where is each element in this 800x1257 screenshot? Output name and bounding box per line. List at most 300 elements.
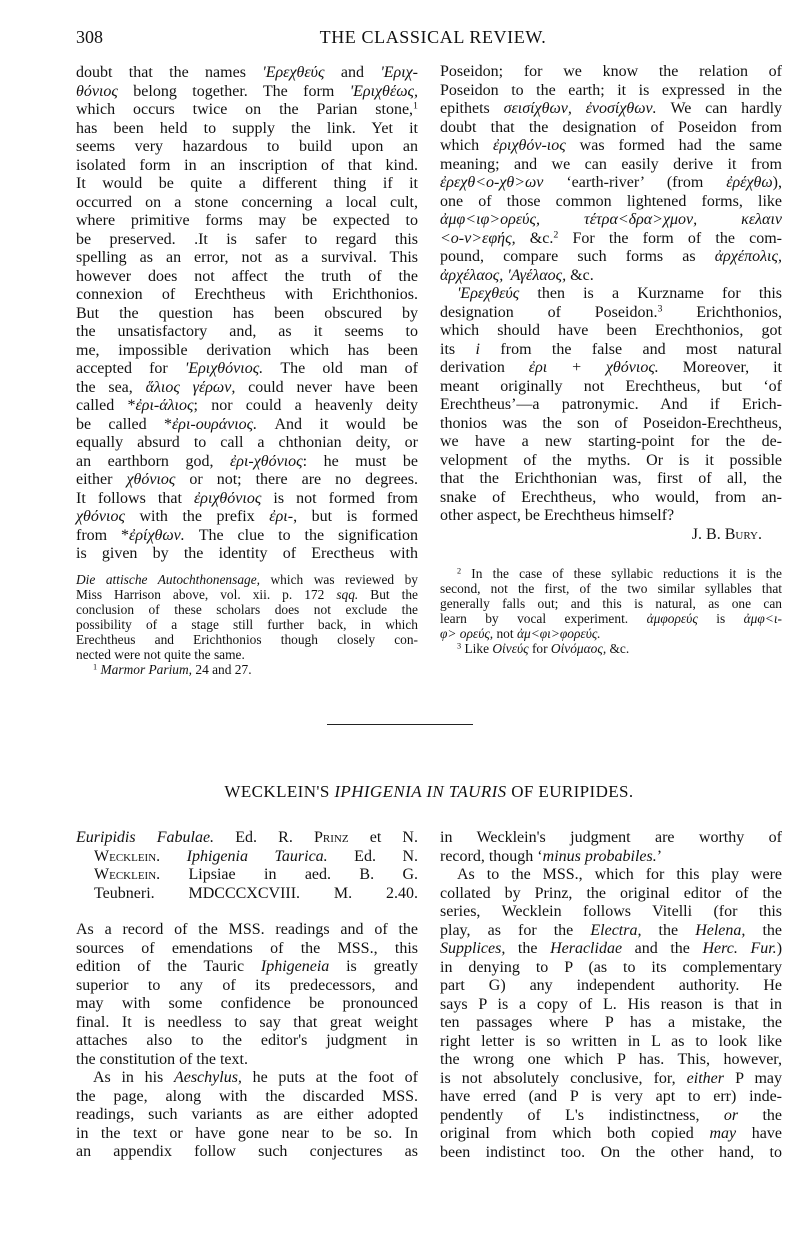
text-line xyxy=(440,452,782,471)
text-run: The old man of xyxy=(263,360,418,377)
text-line xyxy=(440,885,782,904)
text-line xyxy=(440,100,782,119)
text-run: is greatly xyxy=(329,958,418,975)
text-run: the wrong one which P has. This, however, xyxy=(440,1051,782,1068)
text-line xyxy=(76,323,418,342)
text-run: been indistinct too. On the other hand, to xyxy=(440,1143,782,1161)
text-run xyxy=(697,211,741,228)
text-line xyxy=(440,304,782,323)
text-line xyxy=(440,193,782,212)
text-line xyxy=(76,1106,418,1125)
small-caps-text: Prinz xyxy=(313,829,349,846)
text-line xyxy=(76,572,418,587)
italic-text: i xyxy=(475,340,480,358)
italic-text: Supplices, xyxy=(440,940,506,957)
text-line xyxy=(76,829,418,848)
text-run: As to the MSS., which for this play were xyxy=(457,866,782,883)
text-run: the xyxy=(745,921,783,939)
text-line xyxy=(76,120,418,139)
text-run: from * xyxy=(76,526,130,544)
text-line xyxy=(440,1033,782,1052)
page-number: 308 xyxy=(76,27,103,47)
text-line xyxy=(440,489,782,508)
italic-text: ἀρχέλαος, 'Αγέλαος, xyxy=(440,266,567,284)
text-line xyxy=(440,611,782,626)
text-line xyxy=(440,82,782,101)
text-run: that the Erichthonian was, first of all, the xyxy=(440,470,782,487)
italic-text: 'Ερεχθεύς xyxy=(262,64,325,81)
text-run: Erichthonios, xyxy=(662,303,783,321)
text-run: thonios was the son of Poseidon-Erechtheus, xyxy=(440,414,782,432)
text-line xyxy=(76,885,418,904)
text-line xyxy=(440,433,782,452)
text-run: we have a new starting-point for the de- xyxy=(440,433,782,450)
italic-text: ἐρι + χθόνιος. xyxy=(528,359,659,376)
text-line xyxy=(76,379,418,398)
text-line xyxy=(76,434,418,453)
text-run: epithets xyxy=(440,100,504,117)
text-run: has been held to supply the link. Yet it xyxy=(76,119,418,137)
text-run: right letter is so written in L as to look like xyxy=(440,1032,782,1050)
text-run: spelling as an error, not as a survival. This xyxy=(76,249,418,266)
italic-text: ἐρι- xyxy=(269,508,294,525)
text-line xyxy=(440,581,782,596)
text-run: and the xyxy=(622,940,703,957)
footnote-marker: 1 xyxy=(93,662,98,672)
text-run: pound, compare such forms as xyxy=(440,248,715,265)
text-run: in the text or have gone near to be so. In xyxy=(76,1124,418,1142)
text-run: &c. xyxy=(515,229,554,247)
text-line xyxy=(76,286,418,305)
text-run: Like xyxy=(461,641,493,656)
italic-text: χθόνιος xyxy=(126,471,176,488)
text-run: not xyxy=(493,626,517,641)
text-line xyxy=(440,1051,782,1070)
paragraph xyxy=(76,921,418,1069)
text-run: superior to any of its predecessors, and xyxy=(76,976,418,994)
text-run: &c. xyxy=(606,641,630,656)
text-line xyxy=(440,866,782,885)
text-run: collated by Prinz, the original editor of the xyxy=(440,884,782,902)
text-run: In the case of these syllabic reductions it is the xyxy=(461,566,782,581)
text-run: Erechtheus’—a patronymic. And if Erich- xyxy=(440,396,782,413)
text-run: readings, such variants as are either adopted xyxy=(76,1106,418,1123)
text-line xyxy=(440,137,782,156)
text-run: in Wecklein's judgment are worthy of xyxy=(440,829,782,846)
text-run: ’ xyxy=(656,847,663,865)
text-run: have erred (and P is very apt to err) inde- xyxy=(440,1088,782,1105)
italic-text: Heraclidae xyxy=(550,940,623,957)
text-line xyxy=(440,977,782,996)
text-run: connexion of Erechtheus with Erichthonios. xyxy=(76,286,418,303)
text-line xyxy=(440,119,782,138)
italic-text: Οἰνόμαος, xyxy=(550,641,607,656)
text-run: seems very hazardous to build upon an xyxy=(76,138,418,155)
text-run: learn by vocal experiment. xyxy=(440,611,647,626)
text-line xyxy=(76,602,418,617)
text-line xyxy=(76,194,418,213)
text-line xyxy=(440,1014,782,1033)
italic-text: ἐριχθόν-ιος xyxy=(493,137,566,154)
text-run: ), xyxy=(772,174,782,191)
text-run: an appendix follow such conjectures as xyxy=(76,1143,418,1160)
text-run: the xyxy=(641,921,696,939)
text-line xyxy=(76,995,418,1014)
text-line xyxy=(440,63,782,82)
italic-text: may xyxy=(709,1125,737,1142)
text-line xyxy=(76,617,418,632)
italic-text: IPHIGENIA IN TAURIS xyxy=(334,782,507,801)
italic-text: ἐρι-ουράνιος. xyxy=(171,415,258,433)
text-run: Erechtheus and Erichthonios though closely con- xyxy=(76,632,418,647)
text-run: , but is formed xyxy=(293,508,418,525)
text-run: derivation xyxy=(440,359,529,376)
text-line xyxy=(440,378,782,397)
text-line xyxy=(440,848,782,867)
text-run: final. It is needless to say that great weight xyxy=(76,1013,418,1031)
text-line xyxy=(76,471,418,490)
text-run: is xyxy=(697,611,744,626)
text-run: And it would be xyxy=(257,415,419,433)
text-run: P may xyxy=(724,1069,782,1087)
text-run: in denying to P (as to its complementary xyxy=(440,958,782,976)
italic-text: 'Εριχ- xyxy=(380,64,418,81)
text-run: other aspect, be Erechtheus himself? xyxy=(440,507,675,524)
italic-text: ἐρίχθων. xyxy=(129,526,185,544)
text-run: generally falls out; and this is natural, as one can xyxy=(440,596,782,611)
italic-text: Οἰνεύς xyxy=(492,641,529,656)
right-footnotes xyxy=(440,566,782,656)
text-line xyxy=(440,156,782,175)
text-run: Miss Harrison above, vol. xii. p. 172 xyxy=(76,587,337,602)
text-run: Poseidon; for we know the relation of xyxy=(440,63,782,80)
text-run: with the prefix xyxy=(124,508,270,525)
text-run: was formed had the same xyxy=(565,137,782,154)
text-line xyxy=(76,1069,418,1088)
text-line xyxy=(440,903,782,922)
text-line xyxy=(76,83,418,102)
text-run: and xyxy=(324,64,381,81)
text-run: is not absolutely conclusive, for, xyxy=(440,1069,687,1087)
text-run: for xyxy=(528,641,551,656)
text-run: says P is a copy of L. His reason is that in xyxy=(440,995,782,1013)
text-line xyxy=(76,249,418,268)
small-caps-text: Wecklein. xyxy=(94,847,161,865)
text-run: ‘earth-river’ (from xyxy=(543,174,727,191)
italic-text: ἅλιος γέρων, xyxy=(145,378,236,396)
italic-text: either xyxy=(686,1069,724,1087)
text-run: designation of Poseidon. xyxy=(440,303,658,321)
text-run: the xyxy=(505,940,551,957)
text-run: the constitution of the text. xyxy=(76,1050,248,1068)
italic-text: ἀρχέπολις, xyxy=(714,248,782,265)
text-line xyxy=(76,1032,418,1051)
text-line xyxy=(76,212,418,231)
text-run: series, Wecklein follows Vitelli (for this xyxy=(440,903,782,920)
italic-text: Euripidis Fabulae. xyxy=(76,829,215,846)
text-run: play, as for the xyxy=(440,921,591,939)
text-line xyxy=(440,230,782,249)
right-column-text xyxy=(440,63,782,526)
text-run: doubt that the names xyxy=(76,64,263,81)
text-line xyxy=(440,267,782,286)
italic-text: Iphigeneia xyxy=(260,958,330,975)
text-run: which should have been Erechthonios, got xyxy=(440,322,782,339)
text-run: Ed. R. xyxy=(214,829,314,846)
text-run xyxy=(160,848,187,865)
text-line xyxy=(440,566,782,581)
text-run: called * xyxy=(76,397,136,414)
text-run: accepted for xyxy=(76,360,185,377)
text-line xyxy=(76,157,418,176)
text-run: be called * xyxy=(76,415,172,433)
text-run: then is a Kurzname for this xyxy=(519,285,782,302)
italic-text: ἀμ<φι>φορεύς. xyxy=(516,626,601,641)
paragraph xyxy=(440,641,782,656)
paragraph xyxy=(440,63,782,285)
italic-text: ἐριχθόνιος xyxy=(193,489,262,507)
text-line xyxy=(76,940,418,959)
text-run: or not; there are no degrees. xyxy=(175,471,419,488)
text-run: &c. xyxy=(566,266,594,284)
paragraph xyxy=(76,829,418,903)
italic-text: ἀμφορεύς xyxy=(646,611,698,626)
text-line xyxy=(76,866,418,885)
text-run: me, impossible derivation which has been xyxy=(76,341,418,359)
text-line xyxy=(76,958,418,977)
text-run: The clue to the signification xyxy=(184,526,418,544)
text-line xyxy=(440,174,782,193)
italic-text: ἐρεχθ<ο-χθ>ων xyxy=(440,174,544,191)
text-run: one of those common lightened forms, like xyxy=(440,192,782,210)
text-run: velopment of the myths. Or is it possible xyxy=(440,451,782,469)
italic-text: κελαιν xyxy=(741,211,782,228)
paragraph xyxy=(440,566,782,641)
footnote-marker: 1 xyxy=(413,100,418,112)
text-line xyxy=(76,138,418,157)
text-run: its xyxy=(440,340,476,358)
footnote-marker: 3 xyxy=(657,303,663,315)
text-line xyxy=(76,64,418,83)
text-run: record, though ‘ xyxy=(440,847,543,865)
text-run: second, not the first, of the two similar syllables that xyxy=(440,581,782,596)
italic-text: 'Εριχθόνιος. xyxy=(184,360,264,377)
italic-text: 'Ερεχθεύς xyxy=(457,285,520,302)
text-line xyxy=(76,1143,418,1162)
text-line xyxy=(76,527,418,546)
text-line xyxy=(440,211,782,230)
italic-text: ἐρι-χθόνιος xyxy=(229,452,303,470)
text-line xyxy=(440,940,782,959)
text-line xyxy=(440,507,782,526)
italic-text: ἐρι-άλιος xyxy=(135,397,194,414)
paragraph xyxy=(440,866,782,1162)
text-line xyxy=(76,508,418,527)
paragraph xyxy=(76,662,418,677)
text-run: meaning; and we can easily derive it from xyxy=(440,155,782,173)
author-signature xyxy=(440,526,762,544)
paragraph xyxy=(76,64,418,564)
section-divider xyxy=(327,724,473,725)
running-title: THE CLASSICAL REVIEW. xyxy=(319,27,547,47)
text-line xyxy=(76,662,418,677)
small-caps-text: Bury. xyxy=(724,526,762,543)
text-run: could never have been xyxy=(235,378,418,396)
text-run: conclusion of these scholars does not exclude the xyxy=(76,602,418,617)
italic-text: Marmor Parium, xyxy=(100,662,193,677)
paragraph xyxy=(440,285,782,526)
article-left-column xyxy=(76,921,418,1162)
italic-text: τέτρα<δρα>χμον, xyxy=(584,211,698,228)
left-footnotes xyxy=(76,572,418,677)
text-line xyxy=(440,1070,782,1089)
text-run: the sea, xyxy=(76,378,146,396)
text-line xyxy=(76,587,418,602)
italic-text: Herc. Fur. xyxy=(702,940,777,957)
text-run: which occurs twice on the Parian stone, xyxy=(76,101,414,118)
text-line xyxy=(76,1088,418,1107)
text-run: pendently of L's indistinctness, xyxy=(440,1106,724,1124)
text-run: sources of emendations of the MSS., this xyxy=(76,939,418,957)
italic-text: Iphigenia Taurica. xyxy=(186,847,328,865)
text-line xyxy=(440,641,782,656)
text-run: et N. xyxy=(348,829,418,846)
text-run: As in his xyxy=(93,1069,174,1086)
text-run: the xyxy=(738,1106,782,1124)
text-line xyxy=(440,285,782,304)
text-run: For the form of the com- xyxy=(558,229,783,247)
text-line xyxy=(440,341,782,360)
italic-text: Electra, xyxy=(590,921,642,939)
italic-text: <ο-ν>εφής, xyxy=(440,229,516,247)
italic-text: θόνιος xyxy=(76,82,118,100)
text-run: Poseidon to the earth; it is expressed in the xyxy=(440,81,782,99)
text-run: As a record of the MSS. readings and of the xyxy=(76,921,418,938)
footnote-marker: 3 xyxy=(457,641,462,651)
text-run: ; nor could a heavenly deity xyxy=(193,397,418,414)
text-run: It would be quite a different thing if it xyxy=(76,175,418,192)
italic-text: ἀμφ<ιφ>ορεύς, xyxy=(440,211,584,228)
text-run: WECKLEIN'S xyxy=(224,782,335,801)
text-run: is given by the identity of Erectheus with xyxy=(76,545,418,562)
text-run: Teubneri. MDCCCXCVIII. M. 2.40. xyxy=(94,884,418,902)
text-run: We can hardly xyxy=(656,100,783,117)
text-line xyxy=(76,1125,418,1144)
text-run: an earthborn god, xyxy=(76,452,230,470)
text-run: part G) any independent authority. He xyxy=(440,977,782,994)
text-run: Lipsiae in aed. B. G. xyxy=(160,866,418,883)
italic-text: φ> ορεύς, xyxy=(440,626,494,641)
italic-text: Helena, xyxy=(695,921,746,939)
italic-text: σεισίχθων, ἐνοσίχθων. xyxy=(503,100,657,117)
text-line xyxy=(440,359,782,378)
text-run: But the question has been obscured by xyxy=(76,304,418,322)
text-run: equally absurd to call a chthonian deity, or xyxy=(76,434,418,451)
text-line xyxy=(440,1144,782,1163)
text-line xyxy=(76,848,418,867)
paragraph xyxy=(440,829,782,866)
italic-text: ἀμφ<ι- xyxy=(743,611,782,626)
text-run: he puts at the foot of xyxy=(241,1069,419,1086)
article-title xyxy=(0,782,800,802)
text-line xyxy=(76,453,418,472)
text-run: ten passages where P has a mistake, the xyxy=(440,1014,782,1031)
text-line xyxy=(76,175,418,194)
italic-text: ἐρέχθω xyxy=(726,174,773,191)
left-column-text xyxy=(76,64,418,564)
text-run: be preserved. .It is safer to regard this xyxy=(76,230,418,248)
text-run: isolated form in an inscription of that kind. xyxy=(76,156,418,174)
text-run: OF EURIPIDES. xyxy=(506,782,634,801)
text-run: however does not affect the truth of the xyxy=(76,267,418,285)
text-line xyxy=(440,470,782,489)
text-run: which xyxy=(440,137,494,154)
text-run: Moreover, it xyxy=(658,359,782,376)
text-line xyxy=(440,829,782,848)
article-right-column xyxy=(440,829,782,1162)
footnote-marker: 2 xyxy=(457,566,462,576)
text-run: But the xyxy=(358,587,418,602)
italic-text: 'Εριχθέως, xyxy=(349,82,418,100)
text-run: original from which both copied xyxy=(440,1125,710,1142)
text-run: edition of the Tauric xyxy=(76,958,261,975)
text-line xyxy=(76,397,418,416)
text-run: Ed. N. xyxy=(327,847,419,865)
text-run: nected were not quite the same. xyxy=(76,647,245,662)
text-run: either xyxy=(76,471,127,488)
text-run: 24 and 27. xyxy=(192,662,252,677)
text-run: possibility of a stage still further back, in which xyxy=(76,617,418,632)
italic-text: or xyxy=(723,1106,739,1124)
text-line xyxy=(76,360,418,379)
text-run: : he must be xyxy=(302,452,419,470)
text-run: J. B. xyxy=(691,526,725,543)
text-run: attaches also to the editor's judgment in xyxy=(76,1032,418,1049)
text-run: which was reviewed by xyxy=(260,572,418,587)
text-run: the page, along with the discarded MSS. xyxy=(76,1087,418,1105)
text-run: may with some confidence be pronounced xyxy=(76,995,418,1012)
italic-text: Aeschylus, xyxy=(173,1069,242,1086)
text-line xyxy=(76,268,418,287)
text-run: where primitive forms may be expected to xyxy=(76,212,418,229)
text-run: belong together. The form xyxy=(117,82,350,100)
text-line xyxy=(76,632,418,647)
paragraph xyxy=(76,1069,418,1162)
text-run: occurred on a stone concerning a local cult, xyxy=(76,193,418,211)
text-run: ) xyxy=(776,940,783,957)
text-line xyxy=(76,921,418,940)
text-line xyxy=(76,545,418,564)
footnote-marker: 2 xyxy=(553,229,559,241)
bibliographic-citation xyxy=(76,829,418,903)
text-line xyxy=(440,1107,782,1126)
text-run: from the false and most natural xyxy=(480,340,782,358)
text-line xyxy=(440,415,782,434)
text-line xyxy=(440,996,782,1015)
italic-text: sqq. xyxy=(336,587,359,602)
text-line xyxy=(76,342,418,361)
text-run: the unsatisfactory and, as it seems to xyxy=(76,323,418,340)
text-line xyxy=(76,305,418,324)
italic-text: χθόνιος xyxy=(76,508,125,525)
text-run: It follows that xyxy=(76,489,194,507)
text-line xyxy=(76,1051,418,1070)
text-line xyxy=(440,959,782,978)
text-line xyxy=(440,322,782,341)
text-run: meant originally not Erechtheus, but ‘of xyxy=(440,377,782,395)
text-run: doubt that the designation of Poseidon from xyxy=(440,118,782,136)
text-line xyxy=(76,1014,418,1033)
